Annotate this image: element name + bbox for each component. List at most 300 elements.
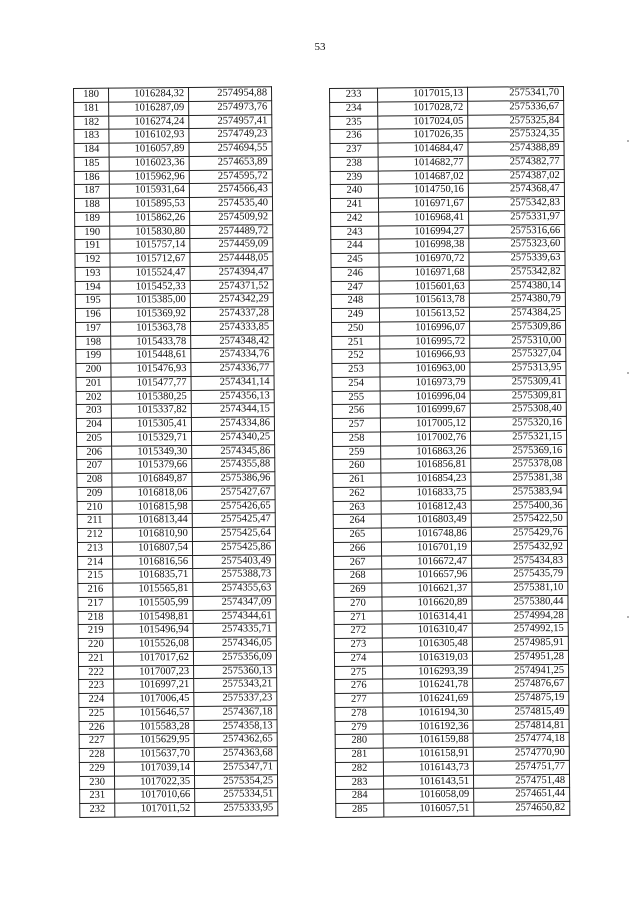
x-coordinate: 1016973,79 <box>380 376 470 391</box>
x-coordinate: 1015613,78 <box>379 294 469 309</box>
point-number: 283 <box>336 776 384 790</box>
x-coordinate: 1015380,25 <box>111 390 191 404</box>
y-coordinate: 2575380,44 <box>472 595 568 610</box>
y-coordinate: 2575331,97 <box>469 210 565 225</box>
y-coordinate: 2574749,23 <box>189 128 272 142</box>
y-coordinate: 2575320,16 <box>470 416 566 431</box>
point-number: 183 <box>74 129 109 143</box>
point-number: 188 <box>74 198 109 212</box>
x-coordinate: 1015505,99 <box>113 596 193 610</box>
x-coordinate: 1016863,26 <box>381 445 471 460</box>
point-number: 184 <box>74 143 109 157</box>
point-number: 243 <box>331 226 379 240</box>
x-coordinate: 1016854,23 <box>381 472 471 487</box>
y-coordinate: 2575336,67 <box>468 100 564 115</box>
y-coordinate: 2574340,25 <box>191 431 274 445</box>
x-coordinate: 1015524,47 <box>110 266 190 280</box>
y-coordinate: 2574355,63 <box>193 582 276 596</box>
y-coordinate: 2574941,25 <box>473 664 569 679</box>
y-coordinate: 2574751,48 <box>473 774 569 789</box>
point-number: 241 <box>330 198 378 212</box>
x-coordinate: 1017010,66 <box>115 789 195 803</box>
point-number: 198 <box>76 336 111 350</box>
point-number: 251 <box>332 336 380 350</box>
point-number: 219 <box>78 624 113 638</box>
point-number: 282 <box>335 762 383 776</box>
point-number: 203 <box>76 404 111 418</box>
point-number: 246 <box>331 267 379 281</box>
point-number: 193 <box>75 267 110 281</box>
y-coordinate: 2574342,29 <box>190 293 273 307</box>
y-coordinate: 2575308,40 <box>470 403 566 418</box>
y-coordinate: 2574371,52 <box>190 279 273 293</box>
point-number: 217 <box>78 597 113 611</box>
point-number: 182 <box>74 116 109 130</box>
x-coordinate: 1016314,41 <box>382 610 472 625</box>
y-coordinate: 2574957,41 <box>189 114 272 128</box>
x-coordinate: 1017028,72 <box>378 101 468 116</box>
y-coordinate: 2575309,81 <box>470 389 566 404</box>
y-coordinate: 2575313,95 <box>470 361 566 376</box>
y-coordinate: 2574336,77 <box>191 362 274 376</box>
table-body <box>74 87 278 817</box>
point-number: 239 <box>330 171 378 185</box>
x-coordinate: 1016305,48 <box>382 637 472 652</box>
point-number: 220 <box>78 638 113 652</box>
y-coordinate: 2574347,09 <box>193 595 276 609</box>
y-coordinate: 2575309,41 <box>470 375 566 390</box>
y-coordinate: 2574595,72 <box>189 169 272 183</box>
y-coordinate: 2574394,47 <box>190 266 273 280</box>
x-coordinate: 1016999,67 <box>380 404 470 419</box>
x-coordinate: 1015369,92 <box>110 307 190 321</box>
y-coordinate: 2575342,82 <box>469 265 565 280</box>
y-coordinate: 2575325,84 <box>468 114 564 129</box>
x-coordinate: 1016620,89 <box>382 596 472 611</box>
point-number: 208 <box>77 473 112 487</box>
x-coordinate: 1017015,13 <box>378 87 468 102</box>
point-number: 231 <box>80 789 115 803</box>
point-number: 250 <box>332 322 380 336</box>
point-number: 265 <box>333 528 381 542</box>
y-coordinate: 2574954,88 <box>188 87 271 101</box>
y-coordinate: 2574509,92 <box>190 211 273 225</box>
y-coordinate: 2574770,90 <box>473 746 569 761</box>
point-number: 226 <box>79 721 114 735</box>
y-coordinate: 2575321,15 <box>470 430 566 445</box>
y-coordinate: 2575333,95 <box>195 802 278 816</box>
point-number: 253 <box>332 363 380 377</box>
y-coordinate: 2575426,65 <box>192 499 275 513</box>
x-coordinate: 1016835,71 <box>113 569 193 583</box>
x-coordinate: 1016293,39 <box>383 665 473 680</box>
point-number: 235 <box>330 116 378 130</box>
x-coordinate: 1014682,77 <box>378 156 468 171</box>
x-coordinate: 1016143,51 <box>384 775 474 790</box>
coordinates-table-right <box>329 86 570 818</box>
y-coordinate: 2575310,00 <box>470 334 566 349</box>
x-coordinate: 1016816,56 <box>113 555 193 569</box>
x-coordinate: 1017011,52 <box>115 802 195 816</box>
y-coordinate: 2575337,23 <box>194 692 277 706</box>
y-coordinate: 2575429,76 <box>471 526 567 541</box>
point-number: 180 <box>74 88 109 102</box>
y-coordinate: 2575427,67 <box>192 486 275 500</box>
x-coordinate: 1015895,53 <box>109 197 189 211</box>
point-number: 247 <box>331 281 379 295</box>
point-number: 276 <box>335 679 383 693</box>
point-number: 215 <box>78 569 113 583</box>
x-coordinate: 1016274,24 <box>109 115 189 129</box>
x-coordinate: 1015637,70 <box>114 747 194 761</box>
y-coordinate: 2574368,47 <box>468 183 564 198</box>
y-coordinate: 2575388,73 <box>193 568 276 582</box>
y-coordinate: 2574994,28 <box>472 609 568 624</box>
y-coordinate: 2574653,89 <box>189 156 272 170</box>
y-coordinate: 2575381,10 <box>472 581 568 596</box>
point-number: 271 <box>334 611 382 625</box>
y-coordinate: 2574380,14 <box>469 279 565 294</box>
x-coordinate: 1015498,81 <box>113 610 193 624</box>
x-coordinate: 1017026,35 <box>378 129 468 144</box>
point-number: 261 <box>333 473 381 487</box>
x-coordinate: 1017002,76 <box>381 431 471 446</box>
point-number: 284 <box>336 789 384 803</box>
point-number: 222 <box>79 666 114 680</box>
x-coordinate: 1016058,09 <box>384 789 474 804</box>
y-coordinate: 2574345,86 <box>192 444 275 458</box>
point-number: 237 <box>330 143 378 157</box>
x-coordinate: 1016996,07 <box>380 321 470 336</box>
point-number: 228 <box>79 748 114 762</box>
y-coordinate: 2575347,71 <box>194 760 277 774</box>
point-number: 274 <box>334 652 382 666</box>
point-number: 186 <box>74 171 109 185</box>
y-coordinate: 2575369,16 <box>471 444 567 459</box>
point-number: 269 <box>334 583 382 597</box>
x-coordinate: 1014750,16 <box>378 184 468 199</box>
point-number: 185 <box>74 157 109 171</box>
point-number: 245 <box>331 253 379 267</box>
x-coordinate: 1017024,05 <box>378 115 468 130</box>
x-coordinate: 1017005,12 <box>380 417 470 432</box>
y-coordinate: 2574875,19 <box>473 691 569 706</box>
y-coordinate: 2574334,86 <box>191 417 274 431</box>
y-coordinate: 2574380,79 <box>469 293 565 308</box>
x-coordinate: 1016963,00 <box>380 362 470 377</box>
point-number: 258 <box>333 432 381 446</box>
point-number: 236 <box>330 129 378 143</box>
x-coordinate: 1016241,69 <box>383 692 473 707</box>
x-coordinate: 1015379,66 <box>112 459 192 473</box>
y-coordinate: 2574448,05 <box>190 252 273 266</box>
x-coordinate: 1016966,93 <box>380 349 470 364</box>
x-coordinate: 1016102,93 <box>109 129 189 143</box>
x-coordinate: 1016970,72 <box>379 252 469 267</box>
table-row <box>336 801 570 817</box>
y-coordinate: 2575381,38 <box>471 471 567 486</box>
y-coordinate: 2575360,13 <box>194 664 277 678</box>
x-coordinate: 1015433,78 <box>111 335 191 349</box>
x-coordinate: 1015613,52 <box>379 307 469 322</box>
y-coordinate: 2575422,50 <box>471 513 567 528</box>
y-coordinate: 2574344,15 <box>191 403 274 417</box>
y-coordinate: 2574985,91 <box>472 636 568 651</box>
y-coordinate: 2575386,96 <box>192 472 275 486</box>
x-coordinate: 1015646,57 <box>114 706 194 720</box>
page-number: 53 <box>314 41 326 53</box>
x-coordinate: 1015862,26 <box>110 211 190 225</box>
y-coordinate: 2574973,76 <box>189 101 272 115</box>
y-coordinate: 2574362,65 <box>194 733 277 747</box>
y-coordinate: 2574356,13 <box>191 389 274 403</box>
point-number: 257 <box>332 418 380 432</box>
point-number: 281 <box>335 748 383 762</box>
point-number: 187 <box>74 184 109 198</box>
x-coordinate: 1015601,63 <box>379 280 469 295</box>
point-number: 244 <box>331 239 379 253</box>
point-number: 196 <box>75 308 110 322</box>
x-coordinate: 1016158,91 <box>383 747 473 762</box>
x-coordinate: 1016833,75 <box>381 486 471 501</box>
x-coordinate: 1015583,28 <box>114 720 194 734</box>
x-coordinate: 1016813,44 <box>112 514 192 528</box>
x-coordinate: 1016310,47 <box>382 624 472 639</box>
x-coordinate: 1016810,90 <box>112 527 192 541</box>
y-coordinate: 2575434,83 <box>472 554 568 569</box>
point-number: 191 <box>75 239 110 253</box>
point-number: 224 <box>79 693 114 707</box>
y-coordinate: 2574333,85 <box>191 321 274 335</box>
point-number: 195 <box>75 294 110 308</box>
x-coordinate: 1015452,33 <box>110 280 190 294</box>
point-number: 248 <box>331 294 379 308</box>
scan-speck <box>627 616 629 618</box>
x-coordinate: 1016849,87 <box>112 472 192 486</box>
x-coordinate: 1016057,89 <box>109 142 189 156</box>
point-number: 233 <box>330 88 378 102</box>
y-coordinate: 2574876,67 <box>473 678 569 693</box>
point-number: 211 <box>77 514 112 528</box>
point-number: 200 <box>76 363 111 377</box>
point-number: 285 <box>336 803 384 817</box>
y-coordinate: 2575435,79 <box>472 568 568 583</box>
x-coordinate: 1014684,47 <box>378 142 468 157</box>
x-coordinate: 1017022,35 <box>115 775 195 789</box>
point-number: 214 <box>78 556 113 570</box>
x-coordinate: 1015349,30 <box>112 445 192 459</box>
x-coordinate: 1016621,37 <box>382 582 472 597</box>
x-coordinate: 1015830,80 <box>110 225 190 239</box>
y-coordinate: 2575400,36 <box>471 499 567 514</box>
x-coordinate: 1015526,08 <box>113 637 193 651</box>
point-number: 266 <box>333 542 381 556</box>
x-coordinate: 1017017,62 <box>113 651 193 665</box>
y-coordinate: 2574384,25 <box>469 306 565 321</box>
x-coordinate: 1016807,54 <box>112 541 192 555</box>
x-coordinate: 1015712,67 <box>110 252 190 266</box>
x-coordinate: 1016815,98 <box>112 500 192 514</box>
point-number: 204 <box>76 418 111 432</box>
y-coordinate: 2575342,83 <box>468 196 564 211</box>
y-coordinate: 2575327,04 <box>470 348 566 363</box>
point-number: 190 <box>75 226 110 240</box>
point-number: 227 <box>79 734 114 748</box>
y-coordinate: 2575309,86 <box>470 320 566 335</box>
y-coordinate: 2575324,35 <box>468 128 564 143</box>
x-coordinate: 1015496,94 <box>113 624 193 638</box>
point-number: 255 <box>332 391 380 405</box>
x-coordinate: 1015931,64 <box>109 184 189 198</box>
point-number: 280 <box>335 734 383 748</box>
y-coordinate: 2575403,49 <box>193 554 276 568</box>
x-coordinate: 1016319,03 <box>382 651 472 666</box>
x-coordinate: 1017039,14 <box>114 761 194 775</box>
y-coordinate: 2574566,43 <box>189 183 272 197</box>
y-coordinate: 2574814,81 <box>473 719 569 734</box>
y-coordinate: 2574650,82 <box>474 801 570 816</box>
x-coordinate: 1016672,47 <box>382 555 472 570</box>
x-coordinate: 1016023,36 <box>109 156 189 170</box>
coordinates-table-left <box>73 86 278 817</box>
y-coordinate: 2574815,49 <box>473 705 569 720</box>
x-coordinate: 1015757,14 <box>110 239 190 253</box>
y-coordinate: 2574489,72 <box>190 224 273 238</box>
x-coordinate: 1015477,77 <box>111 376 191 390</box>
y-coordinate: 2575425,64 <box>192 527 275 541</box>
x-coordinate: 1016856,81 <box>381 459 471 474</box>
point-number: 275 <box>335 666 383 680</box>
x-coordinate: 1016748,86 <box>381 527 471 542</box>
point-number: 234 <box>330 102 378 116</box>
y-coordinate: 2574334,76 <box>191 348 274 362</box>
point-number: 199 <box>76 349 111 363</box>
point-number: 268 <box>334 569 382 583</box>
point-number: 202 <box>76 391 111 405</box>
y-coordinate: 2575316,66 <box>469 224 565 239</box>
y-coordinate: 2574774,18 <box>473 733 569 748</box>
point-number: 260 <box>333 459 381 473</box>
x-coordinate: 1015476,93 <box>111 362 191 376</box>
x-coordinate: 1015305,41 <box>111 417 191 431</box>
point-number: 263 <box>333 501 381 515</box>
y-coordinate: 2574341,14 <box>191 376 274 390</box>
scan-speck <box>627 372 629 374</box>
y-coordinate: 2575334,51 <box>195 788 278 802</box>
x-coordinate: 1016194,30 <box>383 706 473 721</box>
x-coordinate: 1016143,73 <box>383 761 473 776</box>
y-coordinate: 2574751,77 <box>473 760 569 775</box>
y-coordinate: 2574358,13 <box>194 719 277 733</box>
x-coordinate: 1016241,78 <box>383 679 473 694</box>
y-coordinate: 2574651,44 <box>474 788 570 803</box>
point-number: 249 <box>331 308 379 322</box>
y-coordinate: 2575425,47 <box>192 513 275 527</box>
point-number: 189 <box>75 212 110 226</box>
x-coordinate: 1016971,68 <box>379 266 469 281</box>
y-coordinate: 2575323,60 <box>469 238 565 253</box>
point-number: 206 <box>77 446 112 460</box>
point-number: 242 <box>331 212 379 226</box>
point-number: 254 <box>332 377 380 391</box>
scan-speck <box>627 140 629 142</box>
point-number: 181 <box>74 102 109 116</box>
y-coordinate: 2575343,21 <box>194 678 277 692</box>
point-number: 230 <box>80 776 115 790</box>
y-coordinate: 2575339,63 <box>469 251 565 266</box>
y-coordinate: 2574535,40 <box>189 197 272 211</box>
point-number: 267 <box>334 556 382 570</box>
point-number: 223 <box>79 679 114 693</box>
point-number: 272 <box>334 624 382 638</box>
y-coordinate: 2574992,15 <box>472 623 568 638</box>
point-number: 221 <box>78 652 113 666</box>
point-number: 256 <box>332 404 380 418</box>
point-number: 278 <box>335 707 383 721</box>
x-coordinate: 1016994,27 <box>379 225 469 240</box>
x-coordinate: 1016701,19 <box>381 541 471 556</box>
x-coordinate: 1015329,71 <box>112 431 192 445</box>
point-number: 238 <box>330 157 378 171</box>
x-coordinate: 1017006,45 <box>114 692 194 706</box>
y-coordinate: 2575425,86 <box>192 541 275 555</box>
point-number: 270 <box>334 597 382 611</box>
x-coordinate: 1016159,88 <box>383 734 473 749</box>
x-coordinate: 1015385,00 <box>110 294 190 308</box>
point-number: 197 <box>76 322 111 336</box>
point-number: 207 <box>77 459 112 473</box>
x-coordinate: 1016996,04 <box>380 390 470 405</box>
y-coordinate: 2574387,02 <box>468 169 564 184</box>
point-number: 277 <box>335 693 383 707</box>
point-number: 209 <box>77 487 112 501</box>
point-number: 216 <box>78 583 113 597</box>
y-coordinate: 2575356,09 <box>193 650 276 664</box>
point-number: 229 <box>79 762 114 776</box>
point-number: 232 <box>80 803 115 817</box>
y-coordinate: 2574382,77 <box>468 155 564 170</box>
x-coordinate: 1016818,06 <box>112 486 192 500</box>
table-body <box>330 86 570 817</box>
point-number: 240 <box>330 184 378 198</box>
x-coordinate: 1016657,96 <box>382 569 472 584</box>
point-number: 279 <box>335 721 383 735</box>
y-coordinate: 2574363,68 <box>194 747 277 761</box>
y-coordinate: 2574367,18 <box>194 705 277 719</box>
x-coordinate: 1016803,49 <box>381 514 471 529</box>
y-coordinate: 2575354,25 <box>194 774 277 788</box>
y-coordinate: 2575378,08 <box>471 458 567 473</box>
x-coordinate: 1015565,81 <box>113 582 193 596</box>
y-coordinate: 2575341,70 <box>467 86 563 101</box>
x-coordinate: 1014687,02 <box>378 170 468 185</box>
point-number: 252 <box>332 349 380 363</box>
y-coordinate: 2574344,61 <box>193 609 276 623</box>
y-coordinate: 2574348,42 <box>191 334 274 348</box>
y-coordinate: 2574337,28 <box>190 307 273 321</box>
point-number: 201 <box>76 377 111 391</box>
point-number: 212 <box>77 528 112 542</box>
point-number: 262 <box>333 487 381 501</box>
x-coordinate: 1016971,67 <box>378 197 468 212</box>
y-coordinate: 2575383,94 <box>471 485 567 500</box>
x-coordinate: 1016192,36 <box>383 720 473 735</box>
point-number: 264 <box>333 514 381 528</box>
point-number: 259 <box>333 446 381 460</box>
y-coordinate: 2574694,55 <box>189 142 272 156</box>
x-coordinate: 1016812,43 <box>381 500 471 515</box>
point-number: 194 <box>75 281 110 295</box>
